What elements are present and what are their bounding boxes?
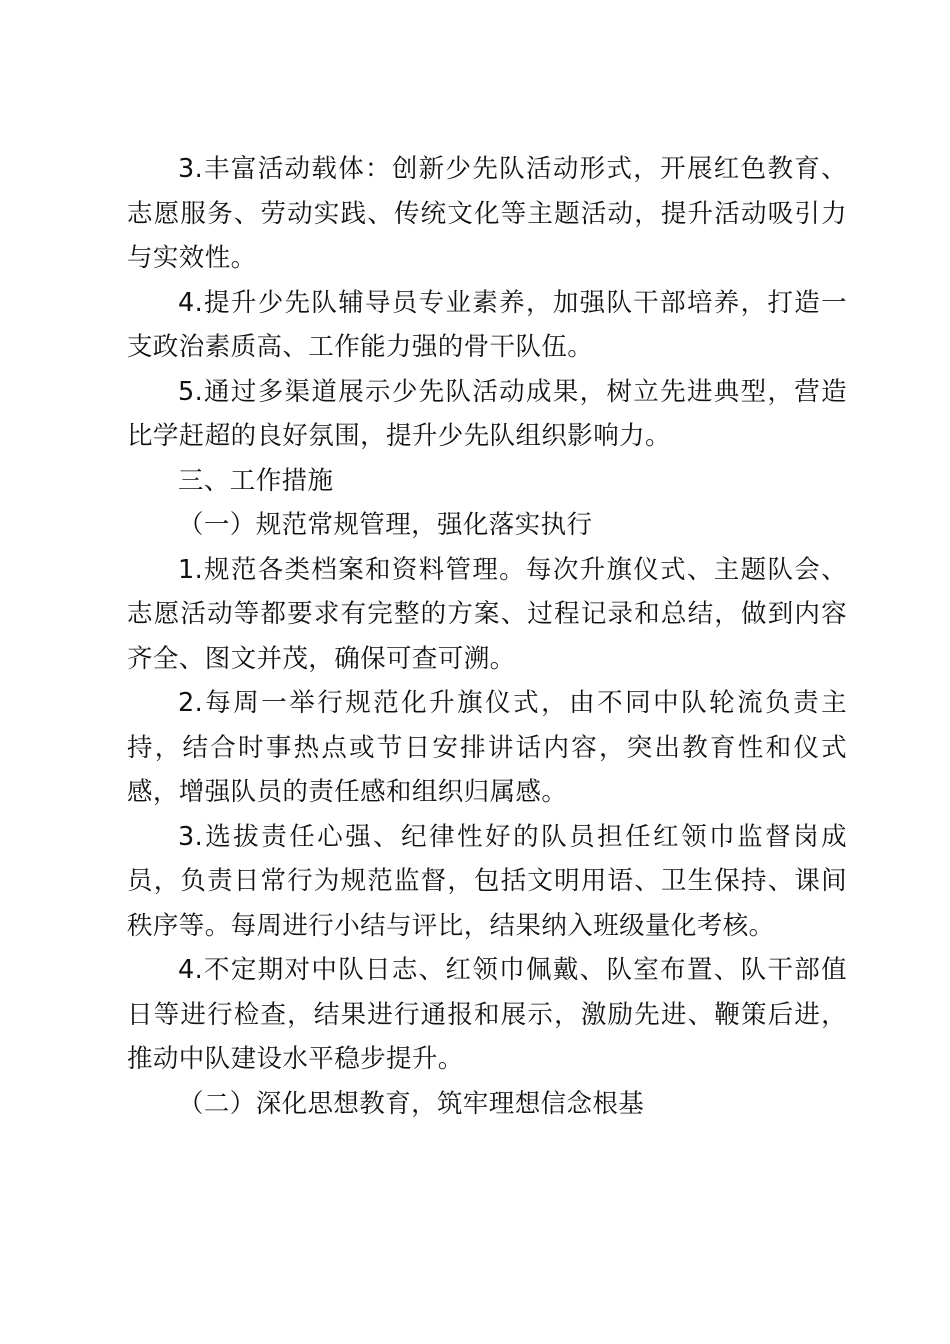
paragraph-archive-management: 1.规范各类档案和资料管理。每次升旗仪式、主题队会、志愿活动等都要求有完整的方案、过程记录和总结，做到内容齐全、图文并茂，确保可查可溯。 bbox=[127, 554, 847, 674]
paragraph-flag-ceremony: 2.每周一举行规范化升旗仪式，由不同中队轮流负责主持，结合时事热点或节日安排讲话内容，突出教育性和仪式感，增强队员的责任感和组织归属感。 bbox=[127, 688, 847, 807]
paragraph-inspection: 4.不定期对中队日志、红领巾佩戴、队室布置、队干部值日等进行检查，结果进行通报和展示，激励先进、鞭策后进，推动中队建设水平稳步提升。 bbox=[127, 955, 847, 1074]
paragraph-counselor-quality: 4.提升少先队辅导员专业素养，加强队干部培养，打造一支政治素质高、工作能力强的骨干队伍。 bbox=[127, 287, 847, 362]
document-body bbox=[127, 147, 847, 1126]
paragraph-activity-carriers: 3.丰富活动载体：创新少先队活动形式，开展红色教育、志愿服务、劳动实践、传统文化等主题活动，提升活动吸引力与实效性。 bbox=[127, 154, 847, 273]
paragraph-achievement-display: 5.通过多渠道展示少先队活动成果，树立先进典型，营造比学赶超的良好氛围，提升少先队组织影响力。 bbox=[127, 376, 847, 451]
paragraph-supervision-post: 3.选拔责任心强、纪律性好的队员担任红领巾监督岗成员，负责日常行为规范监督，包括文明用语、卫生保持、课间秩序等。每周进行小结与评比，结果纳入班级量化考核。 bbox=[127, 821, 847, 941]
subsection-heading-routine-management: （一）规范常规管理，强化落实执行 bbox=[178, 510, 593, 540]
section-heading-work-measures: 三、工作措施 bbox=[178, 465, 334, 496]
subsection-heading-ideological-education: （二）深化思想教育，筑牢理想信念根基 bbox=[178, 1088, 645, 1119]
